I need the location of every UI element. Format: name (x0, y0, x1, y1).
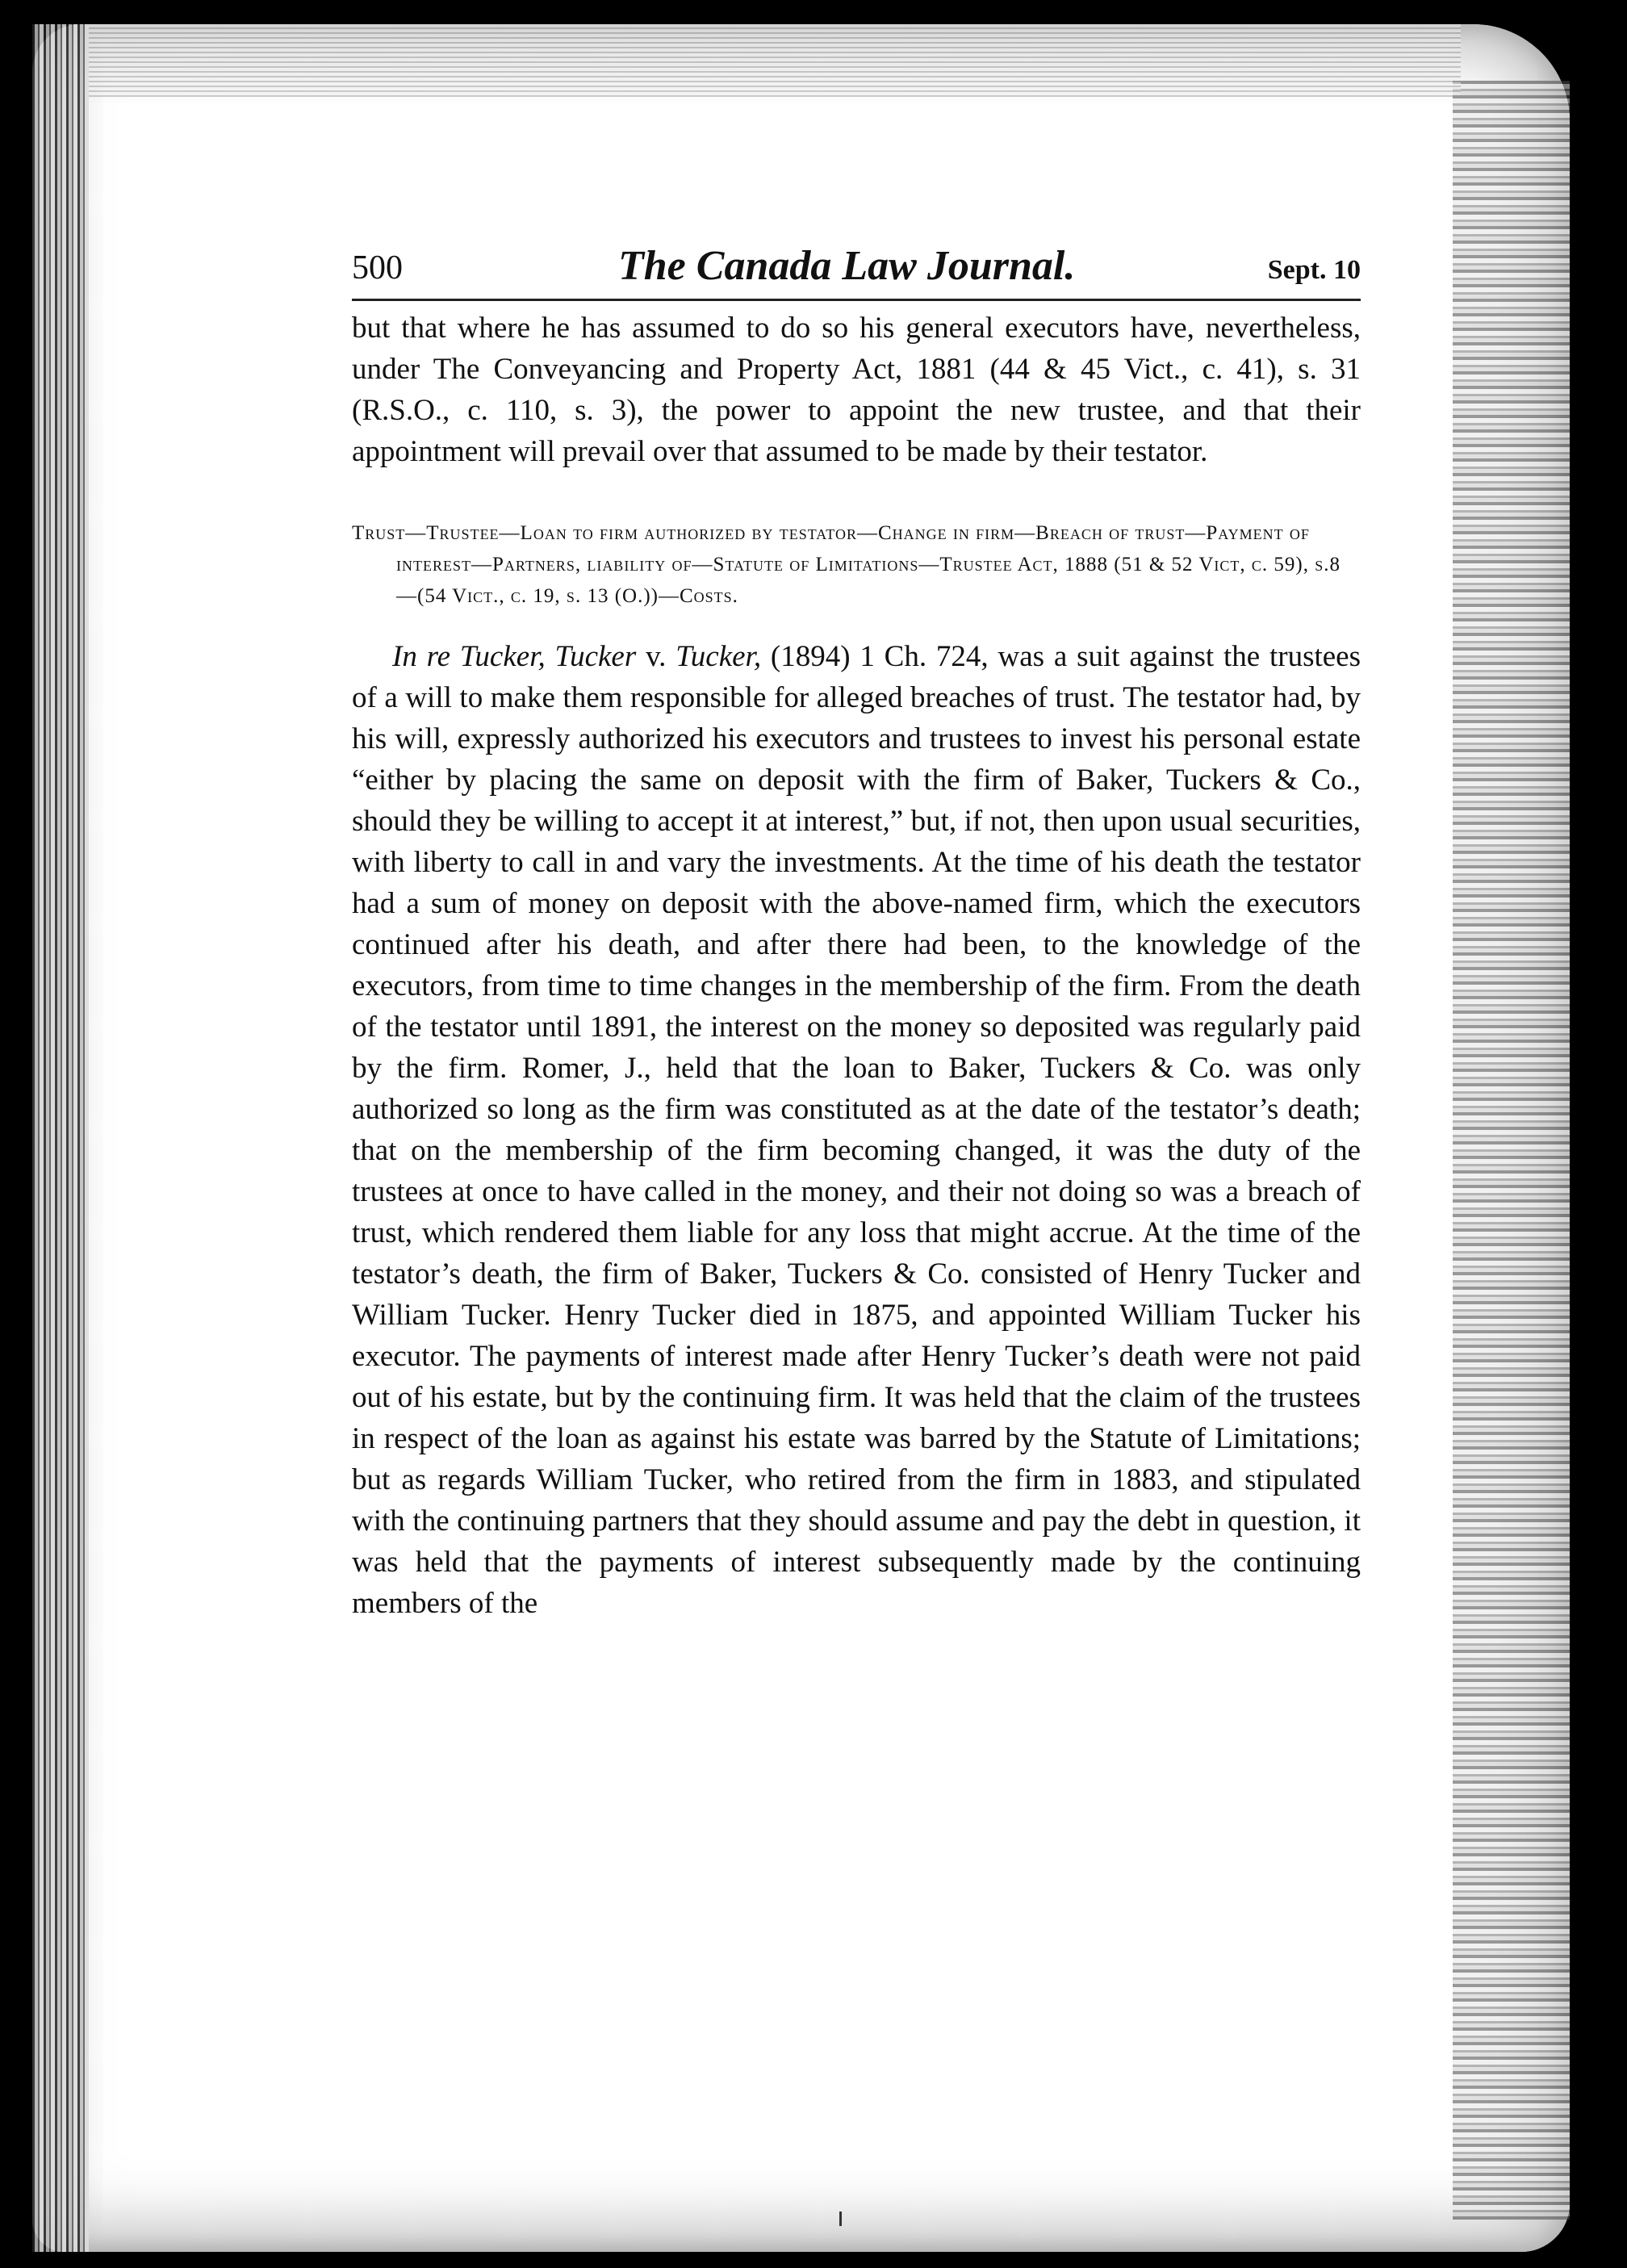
case-summary-text: (1894) 1 Ch. 724, was a suit against the trustees of a will to make them responsible for alleged breaches of trust. The testator had, by his will, expressly authorized his executors and trustees to invest his personal estate “either by placing the same on deposit with the firm of Baker, Tuckers & Co., should they be willing to accept it at interest,” but, if not, then upon usual securities, with liberty to call in and vary the investments. At the time of his death the testator had a sum of money on deposit with the above-named firm, which the executors continued after his death, and after there had been, to the knowledge of the executors, from time to time changes in the membership of the firm. From the death of the testator until 1891, the interest on the money so deposited was regularly paid by the firm. Romer, J., held that the loan to Baker, Tuckers & Co. was only authorized so long as the firm was constituted as at the date of the testator’s death; that on the membership of the firm becoming changed, it was the duty of the trustees at once to have called in the money, and their not doing so was a breach of trust, which rendered them liable for any loss that might accrue. At the time of the testator’s death, the firm of Baker, Tuckers & Co. consisted of Henry Tucker and William Tucker. Henry Tucker died in 1875, and appointed William Tucker his executor. The payments of interest made after Henry Tucker’s death were not paid out of his estate, but by the continuing firm. It was held that the claim of the trustees in respect of the loan as against his estate was barred by the Statute of Limitations; but as regards William Tucker, who retired from the firm in 1883, and stipulated with the continuing partners that they should assume and pay the debt in question, it was held that the payments of interest subsequently made by the continuing members of the (352, 640, 1361, 1620)
scan-edge-left (32, 24, 89, 2252)
scan-edge-right (1453, 81, 1570, 2220)
case-summary-paragraph (352, 636, 1361, 1624)
journal-title: The Canada Law Journal. (618, 243, 1076, 289)
case-name: In re Tucker, Tucker (392, 640, 637, 673)
journal-page (352, 242, 1361, 2212)
case-headnote: Trust—Trustee—Loan to firm authorized by testator—Change in firm—Breach of trust—Payment of interest—Partners, liability of—Statute of Limitations—Trustee Act, 1888 (51 & 52 Vict, c. 59), s.8—(54 Vict., c. 19, s. 13 (O.))—Costs. (352, 522, 1340, 607)
running-head (352, 242, 1361, 301)
continued-paragraph: but that where he has assumed to do so his general executors have, nevertheless, under The Conveyancing and Property Act, 1881 (44 & 45 Vict., c. 41), s. 31 (R.S.O., c. 110, s. 3), the power to appoint the new trustee, and that their appointment will prevail over that assumed to be made by their testator. (352, 312, 1361, 468)
case-name-2: Tucker, (675, 640, 762, 673)
versus: v. (636, 640, 676, 673)
scan-edge-top (89, 24, 1461, 97)
issue-date: Sept. 10 (1267, 255, 1361, 285)
fold-mark (839, 2212, 842, 2226)
page-number: 500 (352, 249, 403, 287)
